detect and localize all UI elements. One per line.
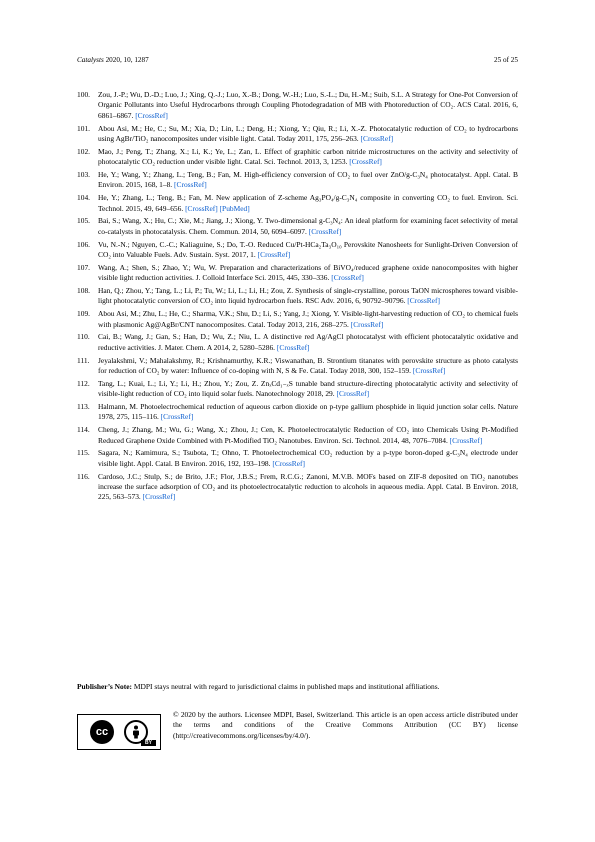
reference-item (77, 356, 518, 377)
reference-item (77, 332, 518, 353)
crossref-link[interactable]: [CrossRef] (174, 180, 207, 190)
reference-text (98, 170, 518, 191)
reference-number: 115. (77, 448, 90, 458)
reference-item (77, 90, 518, 121)
reference-text (98, 402, 518, 423)
crossref-link[interactable]: [CrossRef] (276, 342, 310, 352)
reference-item (77, 193, 518, 214)
reference-number: 109. (77, 309, 91, 319)
reference-text (98, 90, 518, 121)
reference-text (98, 309, 518, 330)
page-number: 25 of 25 (494, 56, 518, 64)
reference-item (77, 124, 518, 145)
reference-text (98, 193, 518, 214)
reference-number: 112. (77, 378, 90, 388)
license-block (77, 710, 518, 750)
crossref-link[interactable]: [CrossRef] (360, 134, 394, 144)
reference-item (77, 402, 518, 423)
reference-text (98, 216, 518, 237)
reference-number: 103. (77, 170, 91, 180)
reference-number: 101. (77, 123, 91, 133)
crossref-link[interactable]: [CrossRef] (142, 492, 176, 502)
publisher-note-label: Publisher’s Note: (77, 682, 133, 691)
reference-body: He, Y.; Zhang, L.; Teng, B.; Fan, M. New application of Z-scheme Ag₃PO₄/g-C₃N₄ composite in converting CO₂ to fuel. Environ. Sci. Technol. 2015, 49, 649–656. (98, 193, 518, 213)
reference-number: 114. (77, 425, 90, 435)
reference-body: Tang, L.; Kuai, L.; Li, Y.; Li, H.; Zhou, Y.; Zou, Z. ZnₓCd₁₋ₓS tunable band structure-directing photocatalytic activity and selectivity of visible-light reduction of CO₂ into liquid solar fuels. Nanotechnology 2018, 29. (98, 378, 518, 399)
crossref-link[interactable]: [CrossRef] (412, 366, 446, 376)
crossref-link[interactable]: [CrossRef] (449, 435, 483, 445)
reference-body: Zou, J.-P.; Wu, D.-D.; Luo, J.; Xing, Q.-J.; Luo, X.-B.; Dong, W.-H.; Luo, S.-L.; Du, H.-M.; Suib, S.L. A Strategy for One-Pot Conversion of Organic Pollutants into Useful Hydrocarbons through Coupling Photodegradation of MB with Photoreduction of CO₂. ACS Catal. 2016, 6, 6861–6867. (98, 90, 518, 120)
pubmed-link[interactable]: [PubMed] (219, 203, 250, 213)
reference-item (77, 286, 518, 307)
reference-item (77, 472, 518, 503)
running-header (77, 56, 518, 64)
reference-body: Cai, B.; Wang, J.; Gan, S.; Han, D.; Wu, Z.; Niu, L. A distinctive red Ag/AgCl photocatalyst with efficient photocatalytic oxidative and reductive activities. J. Mater. Chem. A 2014, 2, 5280–5286. (98, 332, 518, 352)
reference-body: Han, Q.; Zhou, Y.; Tang, L.; Li, P.; Tu, W.; Li, L.; Li, H.; Zou, Z. Synthesis of single-crystalline, porous TaON microspheres toward visible-light photocatalytic conversion of CO₂ into liquid hydrocarbon fuels. RSC Adv. 2016, 6, 90792–90796. (98, 286, 518, 306)
reference-text (98, 263, 518, 284)
crossref-link[interactable]: [CrossRef] (349, 157, 382, 167)
by-label: BY (141, 740, 156, 746)
reference-number: 105. (77, 216, 91, 226)
reference-item (77, 448, 518, 469)
publisher-note-text: MDPI stays neutral with regard to jurisdictional claims in published maps and institutional affiliations. (133, 682, 440, 691)
reference-item (77, 216, 518, 237)
reference-item (77, 379, 518, 400)
reference-text (98, 448, 518, 469)
reference-number: 108. (77, 286, 91, 296)
reference-number: 111. (77, 355, 90, 365)
reference-body: Wang, A.; Shen, S.; Zhao, Y.; Wu, W. Preparation and characterizations of BiVO₄/reduced graphene oxide nanocomposites with higher visible light reduction activities. J. Colloid Interface Sci. 2015, 445, 330–336. (98, 262, 518, 283)
reference-text (98, 286, 518, 307)
reference-body: Bai, S.; Wang, X.; Hu, C.; Xie, M.; Jiang, J.; Xiong, Y. Two-dimensional g-C₃N₄: An ideal platform for examining facet selectivity of metal co-catalysts in photocatalysis. Chem. Commun. 2014, 50, 6094–6097. (98, 216, 518, 236)
reference-number: 104. (77, 193, 91, 203)
cc-by-license-badge[interactable] (77, 714, 161, 750)
reference-text (98, 425, 518, 446)
reference-body: Mao, J.; Peng, T.; Zhang, X.; Li, K.; Ye, L.; Zan, L. Effect of graphitic carbon nitride microstructures on the activity and selectivity of photocatalytic CO₂ reduction under visible light. Catal. Sci. Technol. 2013, 3, 1253. (98, 146, 518, 167)
reference-item (77, 425, 518, 446)
person-icon (130, 725, 142, 739)
publisher-note (77, 682, 518, 692)
crossref-link[interactable]: [CrossRef] (257, 250, 291, 260)
crossref-link[interactable]: [CrossRef] (350, 319, 384, 329)
reference-item (77, 309, 518, 330)
reference-item (77, 147, 518, 168)
license-text: © 2020 by the authors. Licensee MDPI, Basel, Switzerland. This article is an open access article distributed under the terms and conditions of the Creative Commons Attribution (CC BY) license (http://creativecommons.org/licenses/by/4.0/). (173, 710, 518, 740)
reference-body: Cardoso, J.C.; Stulp, S.; de Brito, J.F.; Flor, J.B.S.; Frem, R.C.G.; Zanoni, M.V.B. MOFs based on ZIF-8 deposited on TiO₂ nanotubes increase the surface adsorption of CO₂ and its photoelectrocatalytic reduction to alcohols in aqueous media. Appl. Catal. B Environ. 2018, 225, 563–573. (98, 471, 518, 502)
cc-icon: cc (90, 720, 114, 744)
crossref-link[interactable]: [CrossRef] (272, 458, 306, 468)
crossref-link[interactable]: [CrossRef] (160, 412, 194, 422)
journal-name: Catalysts (77, 56, 104, 64)
crossref-link[interactable]: [CrossRef] (336, 389, 370, 399)
reference-text (98, 332, 518, 353)
reference-item (77, 240, 518, 261)
reference-number: 113. (77, 402, 90, 412)
reference-body: Vu, N.-N.; Nguyen, C.-C.; Kaliaguine, S.; Do, T.-O. Reduced Cu/Pt-HCa₂Ta₃O₁₀ Perovskite Nanosheets for Sunlight-Driven Conversion of CO₂ into Valuable Fuels. Adv. Sustain. Syst. 2017, 1. (98, 239, 518, 260)
crossref-link[interactable]: [CrossRef] (331, 273, 364, 283)
reference-text (98, 472, 518, 503)
reference-item (77, 170, 518, 191)
crossref-link[interactable]: [CrossRef] (308, 226, 342, 236)
reference-list (77, 90, 518, 505)
volume-info: 2020, 10, 1287 (105, 56, 149, 64)
crossref-link[interactable]: [CrossRef] (135, 110, 168, 120)
reference-text (98, 147, 518, 168)
crossref-link[interactable]: [CrossRef] (185, 203, 218, 213)
reference-number: 110. (77, 332, 90, 342)
reference-text (98, 240, 518, 261)
reference-number: 102. (77, 146, 91, 156)
reference-body: Jeyalakshmi, V.; Mahalakshmy, R.; Krishnamurthy, K.R.; Viswanathan, B. Strontium titanates with perovskite structure as photo catalysts for reduction of CO₂ by water: Influence of co-doping with N, S & Fe. Catal. Today 2018, 300, 152–159. (98, 355, 518, 376)
reference-text (98, 124, 518, 145)
crossref-link[interactable]: [CrossRef] (407, 296, 440, 306)
reference-body: Abou Asi, M.; He, C.; Su, M.; Xia, D.; Lin, L.; Deng, H.; Xiong, Y.; Qiu, R.; Li, X.-Z. Photocatalytic reduction of CO₂ to hydrocarbons using AgBr/TiO₂ nanocomposites under visible light. Catal. Today 2011, 175, 256–263. (98, 123, 518, 144)
reference-body: He, Y.; Wang, Y.; Zhang, L.; Teng, B.; Fan, M. High-efficiency conversion of CO₂ to fuel over ZnO/g-C₃N₄ photocatalyst. Appl. Catal. B Environ. 2015, 168, 1–8. (98, 170, 518, 190)
reference-item (77, 263, 518, 284)
journal-citation (77, 56, 149, 64)
reference-body: Abou Asi, M.; Zhu, L.; He, C.; Sharma, V.K.; Shu, D.; Li, S.; Yang, J.; Xiong, Y. Visible-light-harvesting reduction of CO₂ to chemical fuels with plasmonic Ag@AgBr/CNT nanocomposites. Catal. Today 2013, 216, 268–275. (98, 309, 518, 329)
reference-number: 116. (77, 471, 90, 481)
reference-body: Halmann, M. Photoelectrochemical reduction of aqueous carbon dioxide on p-type gallium phosphide in liquid junction solar cells. Nature 1978, 275, 115–116. (98, 402, 518, 422)
reference-number: 107. (77, 262, 91, 272)
reference-body: Cheng, J.; Zhang, M.; Wu, G.; Wang, X.; Zhou, J.; Cen, K. Photoelectrocatalytic Reduction of CO₂ into Chemicals Using Pt-Modified Reduced Graphene Oxide Combined with Pt-Modified TiO₂ Nanotubes. Environ. Sci. Technol. 2014, 48, 7076–7084. (98, 425, 518, 445)
reference-text (98, 379, 518, 400)
reference-text (98, 356, 518, 377)
reference-body: Sagara, N.; Kamimura, S.; Tsubota, T.; Ohno, T. Photoelectrochemical CO₂ reduction by a p-type boron-doped g-C₃N₄ electrode under visible light. Appl. Catal. B Environ. 2016, 192, 193–198. (98, 448, 518, 468)
reference-number: 100. (77, 90, 91, 99)
reference-number: 106. (77, 239, 91, 249)
